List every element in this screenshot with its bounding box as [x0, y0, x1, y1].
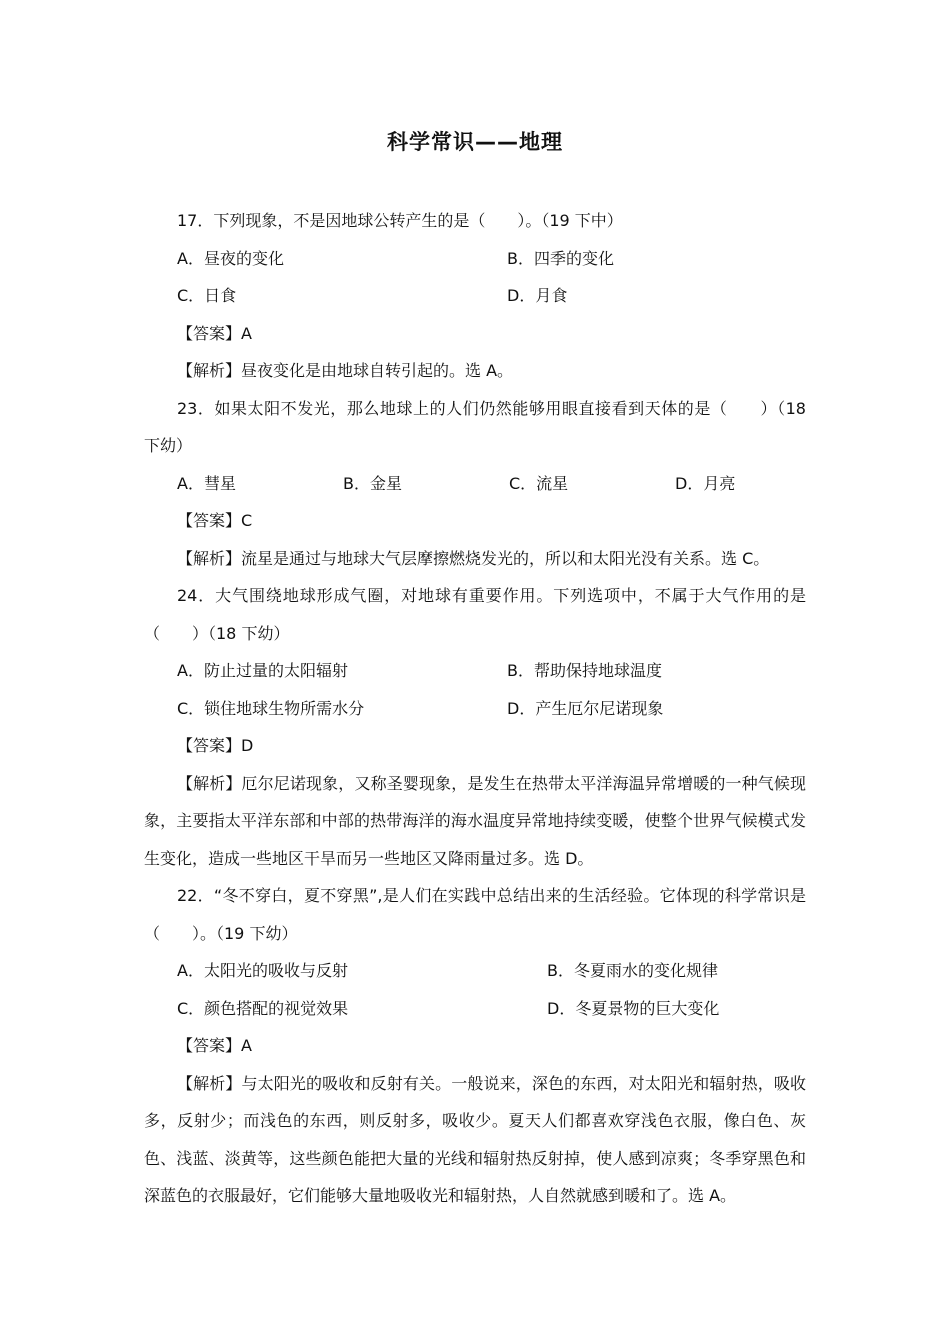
question-23-option-d: D．月亮	[675, 473, 736, 493]
question-23-stem: 23．如果太阳不发光，那么地球上的人们仍然能够用眼直接看到天体的是（ ）（18 下幼）	[144, 398, 806, 455]
question-23-option-c: C．流星	[509, 473, 569, 493]
question-17-answer: 【答案】A	[177, 323, 252, 343]
question-22-options-row-2	[144, 990, 806, 1028]
question-22-options-row-1	[144, 952, 806, 990]
question-24-option-c: C．锁住地球生物所需水分	[177, 698, 365, 718]
question-23-options-row	[144, 465, 806, 503]
question-17-options-row-1	[144, 240, 806, 278]
question-23-analysis: 【解析】流星是通过与地球大气层摩擦燃烧发光的，所以和太阳光没有关系。选 C。	[177, 548, 770, 568]
question-17-stem: 17．下列现象，不是因地球公转产生的是（ ）。（19 下中）	[177, 211, 623, 230]
question-23-option-b: B．金星	[343, 473, 402, 493]
question-22-option-b: B．冬夏雨水的变化规律	[547, 961, 718, 980]
question-22-analysis: 【解析】与太阳光的吸收和反射有关。一般说来，深色的东西，对太阳光和辐射热，吸收多，反射少；而浅色的东西，则反射多，吸收少。夏天人们都喜欢穿浅色衣服，像白色、灰色、浅蓝、淡黄等，这些颜色能把大量的光线和辐射热反射掉，使人感到凉爽；冬季穿黑色和深蓝色的衣服最好，它们能够大量地吸收光和辐射热，人自然就感到暖和了。选 A。	[144, 1073, 806, 1205]
question-22-option-d: D．冬夏景物的巨大变化	[547, 998, 720, 1018]
question-24-options-row-2	[144, 690, 806, 728]
question-24-analysis: 【解析】厄尔尼诺现象，又称圣婴现象，是发生在热带太平洋海温异常增暖的一种气候现象，主要指太平洋东部和中部的热带海洋的海水温度异常地持续变暖，使整个世界气候模式发生变化，造成一些地区干旱而另一些地区又降雨量过多。选 D。	[144, 773, 806, 868]
question-23-answer: 【答案】C	[177, 511, 253, 530]
page-title: 科学常识——地理	[387, 130, 563, 154]
question-17-analysis: 【解析】昼夜变化是由地球自转引起的。选 A。	[177, 361, 514, 380]
question-24-stem: 24．大气围绕地球形成气圈，对地球有重要作用。下列选项中，不属于大气作用的是（ ）（18 下幼）	[144, 586, 806, 643]
document-body	[144, 202, 806, 1215]
question-24-option-a: A．防止过量的太阳辐射	[177, 661, 348, 680]
question-23-option-a: A．彗星	[177, 473, 236, 493]
question-22-answer: 【答案】A	[177, 1036, 252, 1055]
question-17-option-b: B．四季的变化	[507, 248, 614, 268]
question-22-option-c: C．颜色搭配的视觉效果	[177, 998, 349, 1018]
question-17-option-a: A．昼夜的变化	[177, 248, 284, 268]
question-17-option-d: D．月食	[507, 286, 568, 305]
question-22-option-a: A．太阳光的吸收与反射	[177, 961, 348, 980]
question-24-option-d: D．产生厄尔尼诺现象	[507, 698, 664, 718]
question-24-answer: 【答案】D	[177, 736, 254, 755]
question-22-stem: 22．“冬不穿白，夏不穿黑”,是人们在实践中总结出来的生活经验。它体现的科学常识是（ ）。（19 下幼）	[144, 886, 806, 943]
question-24-option-b: B．帮助保持地球温度	[507, 661, 662, 680]
question-17-options-row-2	[144, 277, 806, 315]
question-24-options-row-1	[144, 652, 806, 690]
question-17-option-c: C．日食	[177, 286, 237, 305]
